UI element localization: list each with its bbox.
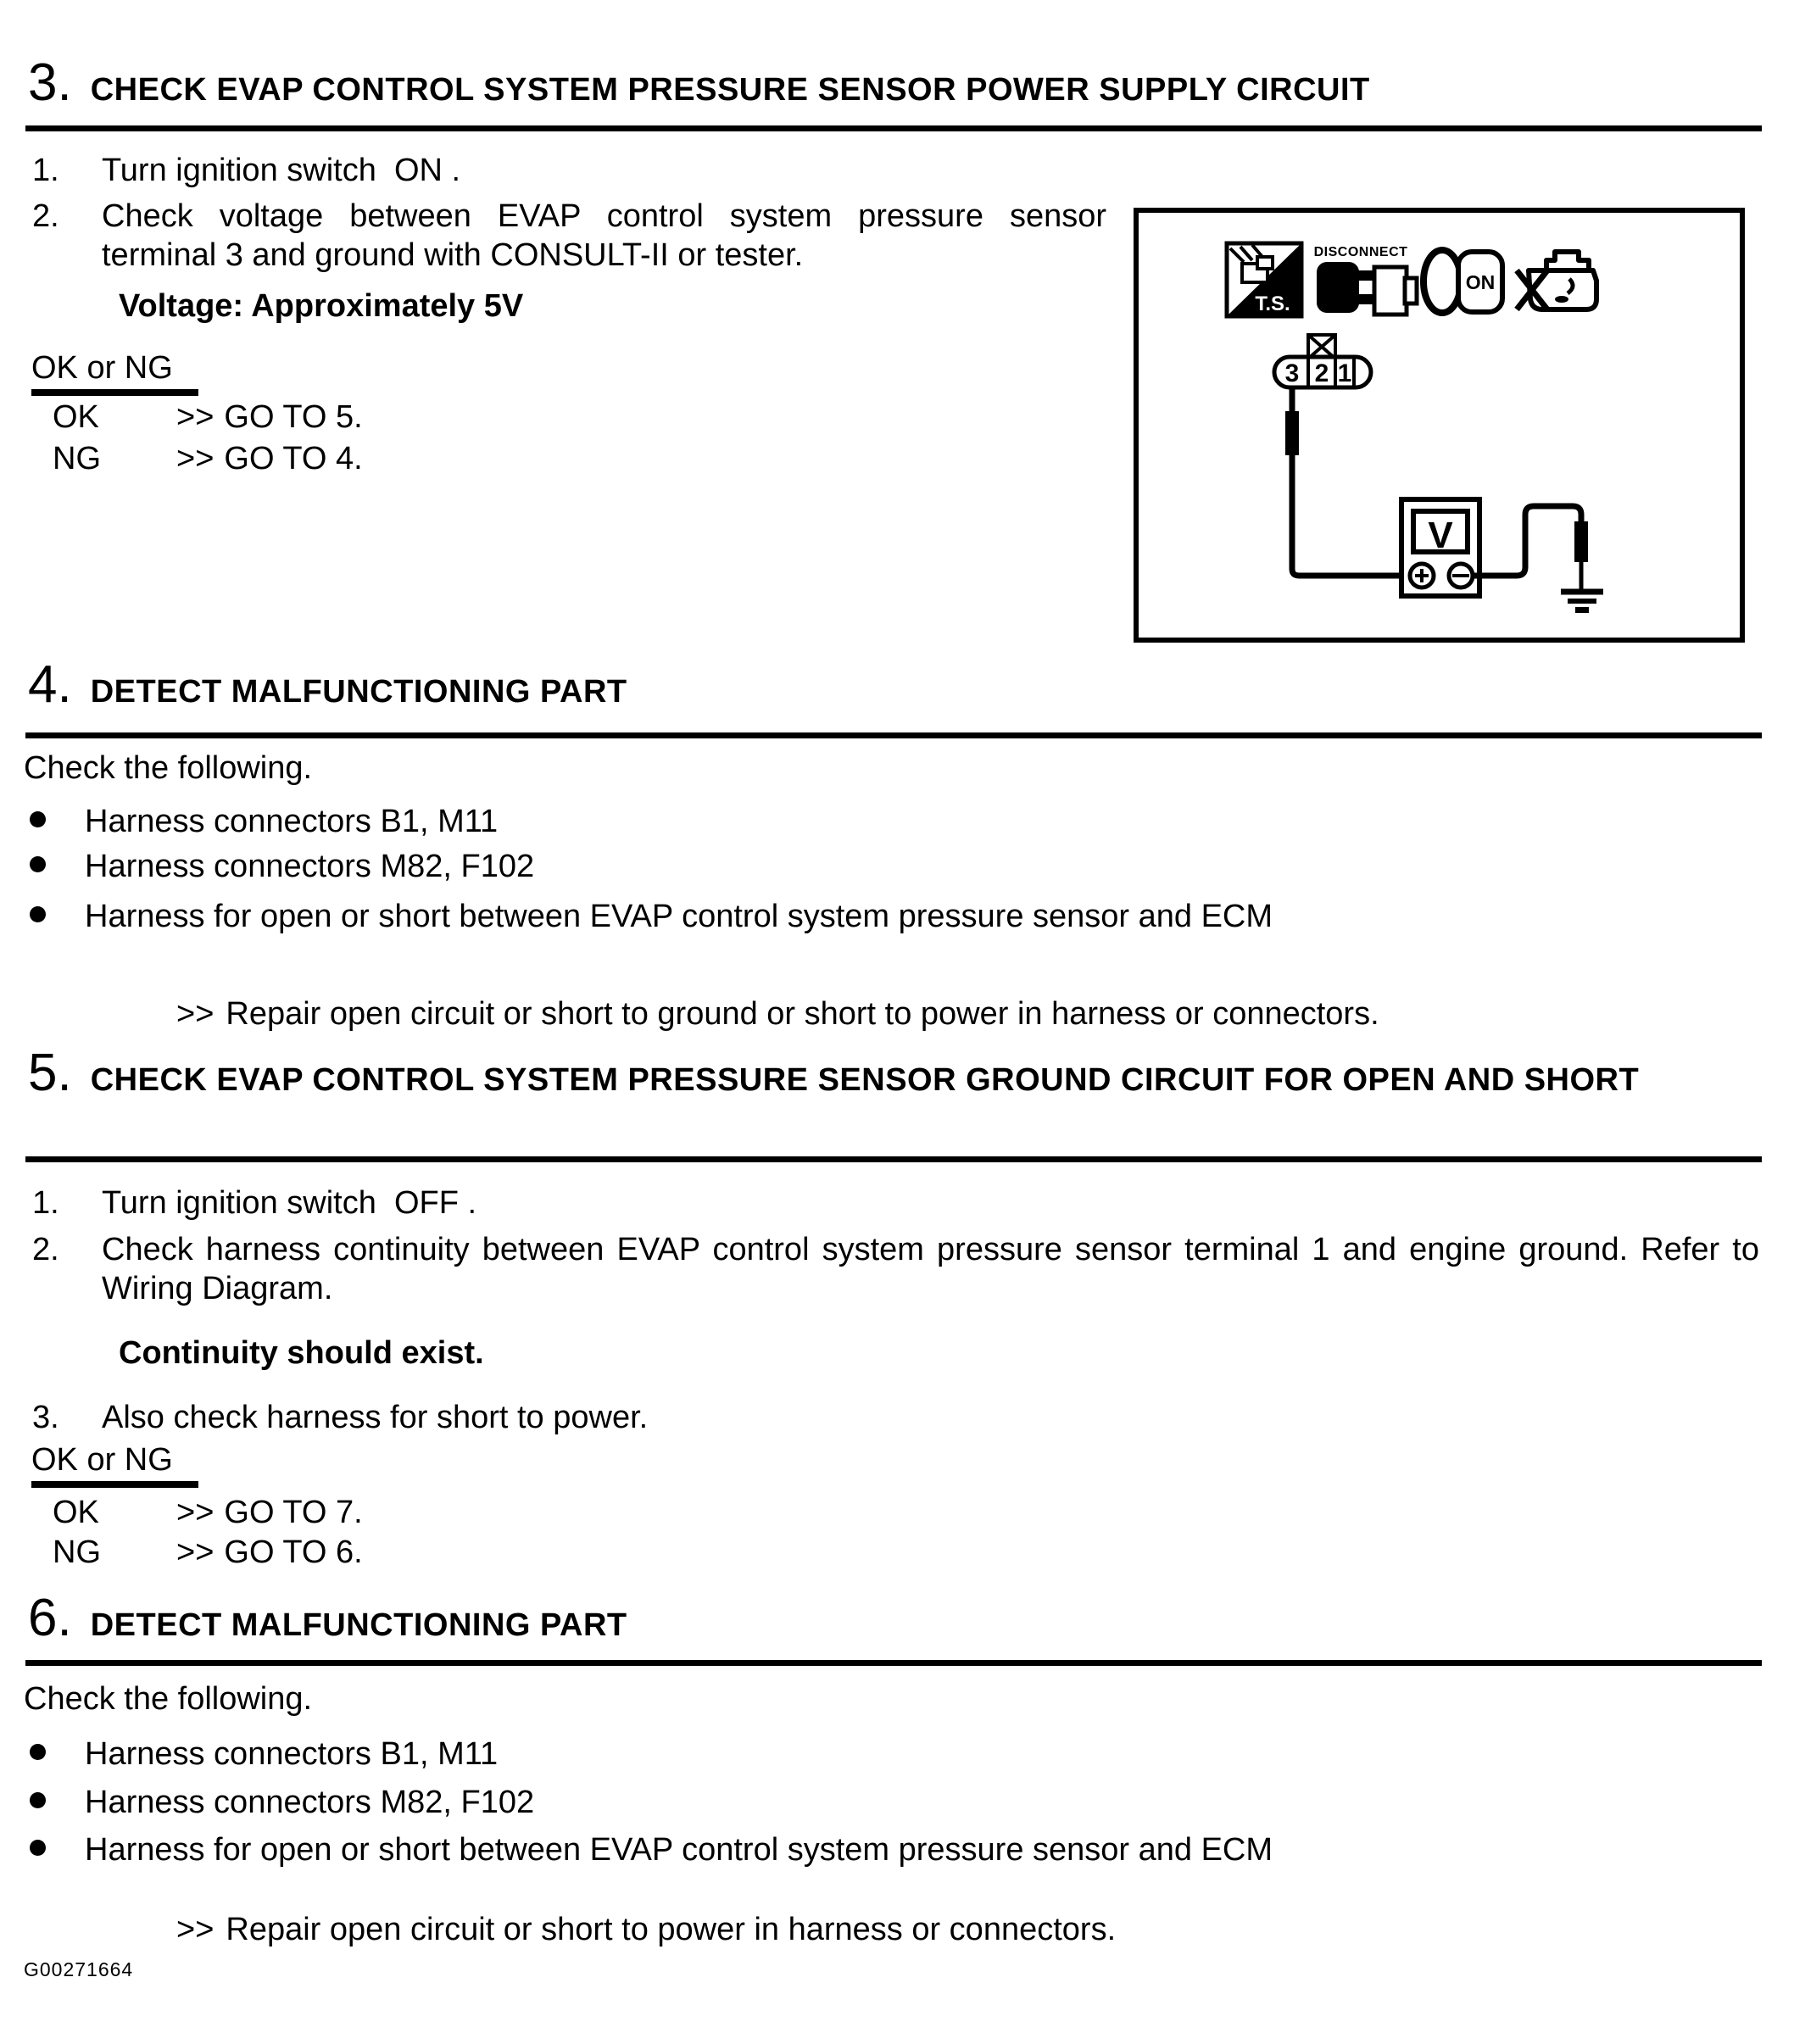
list-item bbox=[30, 897, 1273, 936]
bullet-icon bbox=[30, 906, 46, 922]
result-ng bbox=[53, 439, 363, 478]
heading-rule bbox=[25, 125, 1762, 131]
section-3-title: CHECK EVAP CONTROL SYSTEM PRESSURE SENSOR POWER SUPPLY CIRCUIT bbox=[90, 72, 1370, 108]
ts-label: T.S. bbox=[1255, 292, 1290, 315]
result-label: OK bbox=[53, 399, 99, 435]
result-action: GO TO 6. bbox=[224, 1534, 363, 1570]
decision-label bbox=[31, 348, 198, 396]
step-item bbox=[32, 1230, 1759, 1308]
pin-1-label: 1 bbox=[1337, 359, 1352, 387]
heading-rule bbox=[25, 1660, 1762, 1666]
section-3-number: 3. bbox=[28, 53, 72, 112]
step-text: Turn ignition switch ON . bbox=[102, 153, 461, 188]
repair-action bbox=[176, 1910, 1116, 1949]
step-text: Check voltage between EVAP control system pressure sensor terminal 3 and ground with CONSULT-II or tester. bbox=[102, 198, 1106, 273]
pin-3-label: 3 bbox=[1284, 359, 1300, 387]
step-number: 2. bbox=[32, 198, 59, 234]
heading-rule bbox=[25, 732, 1762, 738]
repair-action bbox=[176, 994, 1379, 1033]
result-arrow: >> bbox=[176, 1534, 214, 1570]
intro-text: Check the following. bbox=[24, 1681, 313, 1717]
ignition-on-label: ON bbox=[1465, 271, 1496, 293]
action-text: Repair open circuit or short to ground or short to power in harness or connectors. bbox=[226, 996, 1379, 1032]
decision-label-text: OK or NG bbox=[31, 348, 198, 396]
step-item bbox=[32, 151, 460, 190]
result-action: GO TO 7. bbox=[224, 1495, 363, 1530]
result-arrow: >> bbox=[176, 399, 214, 435]
section-3-heading bbox=[28, 51, 1724, 122]
spec-voltage: Voltage: Approximately 5V bbox=[119, 288, 524, 324]
result-ng bbox=[53, 1533, 363, 1572]
section-4-number: 4. bbox=[28, 655, 72, 714]
disconnect-label: DISCONNECT bbox=[1313, 245, 1408, 259]
figure-id: G00271664 bbox=[24, 1958, 134, 1980]
section-6-title: DETECT MALFUNCTIONING PART bbox=[90, 1607, 627, 1643]
pin-2-label: 2 bbox=[1314, 359, 1329, 387]
spec-continuity: Continuity should exist. bbox=[119, 1335, 484, 1371]
bullet-text: Harness for open or short between EVAP control system pressure sensor and ECM bbox=[85, 1832, 1273, 1868]
bullet-text: Harness for open or short between EVAP control system pressure sensor and ECM bbox=[85, 899, 1273, 934]
step-number: 1. bbox=[32, 1185, 59, 1221]
list-item bbox=[30, 847, 534, 886]
section-5-title: CHECK EVAP CONTROL SYSTEM PRESSURE SENSOR GROUND CIRCUIT FOR OPEN AND SHORT bbox=[90, 1062, 1640, 1098]
disconnect-icon bbox=[1314, 245, 1417, 315]
result-arrow: >> bbox=[176, 441, 214, 476]
action-text: Repair open circuit or short to power in harness or connectors. bbox=[226, 1912, 1117, 1947]
section-5-number: 5. bbox=[28, 1044, 72, 1102]
section-6-number: 6. bbox=[28, 1589, 72, 1647]
bullet-icon bbox=[30, 856, 46, 872]
intro-text: Check the following. bbox=[24, 750, 313, 786]
test-procedure-figure bbox=[1134, 208, 1745, 643]
decision-label-text: OK or NG bbox=[31, 1440, 198, 1488]
bullet-text: Harness connectors B1, M11 bbox=[85, 804, 499, 839]
action-arrow: >> bbox=[176, 1912, 214, 1947]
bullet-icon bbox=[30, 1840, 46, 1856]
result-arrow: >> bbox=[176, 1495, 214, 1530]
list-item bbox=[30, 1783, 534, 1822]
decision-label bbox=[31, 1440, 198, 1488]
bullet-icon bbox=[30, 1792, 46, 1808]
voltmeter-label: V bbox=[1428, 515, 1453, 556]
list-item bbox=[30, 802, 498, 841]
probe-tip-icon bbox=[1285, 411, 1299, 455]
figure-svg bbox=[1134, 208, 1745, 643]
step-number: 3. bbox=[32, 1400, 59, 1435]
step-item bbox=[32, 1184, 476, 1223]
action-arrow: >> bbox=[176, 996, 214, 1032]
bullet-icon bbox=[30, 811, 46, 827]
section-6-heading bbox=[28, 1586, 1724, 1657]
section-5-heading bbox=[28, 1044, 1719, 1106]
result-ok bbox=[53, 398, 363, 437]
result-action: GO TO 4. bbox=[224, 441, 363, 476]
step-number: 1. bbox=[32, 153, 59, 188]
heading-rule bbox=[25, 1156, 1762, 1162]
ts-inspection-icon bbox=[1227, 243, 1301, 316]
step-text: Check harness continuity between EVAP control system pressure sensor terminal 1 and engine ground. Refer to Wiring Diagram. bbox=[102, 1232, 1759, 1306]
result-label: NG bbox=[53, 441, 101, 476]
result-label: OK bbox=[53, 1495, 99, 1530]
bullet-icon bbox=[30, 1744, 46, 1760]
step-item bbox=[32, 197, 1106, 275]
result-ok bbox=[53, 1493, 363, 1532]
bullet-text: Harness connectors M82, F102 bbox=[85, 1785, 535, 1820]
step-text: Turn ignition switch OFF . bbox=[102, 1185, 477, 1221]
step-text: Also check harness for short to power. bbox=[102, 1400, 649, 1435]
probe-tip-icon bbox=[1574, 521, 1588, 562]
section-4-heading bbox=[28, 653, 1724, 724]
step-number: 2. bbox=[32, 1232, 59, 1267]
bullet-text: Harness connectors M82, F102 bbox=[85, 849, 535, 884]
result-label: NG bbox=[53, 1534, 101, 1570]
step-item bbox=[32, 1398, 648, 1437]
result-action: GO TO 5. bbox=[224, 399, 363, 435]
list-item bbox=[30, 1830, 1273, 1869]
voltmeter-icon bbox=[1401, 499, 1479, 596]
list-item bbox=[30, 1735, 498, 1774]
section-4-title: DETECT MALFUNCTIONING PART bbox=[90, 674, 627, 710]
bullet-text: Harness connectors B1, M11 bbox=[85, 1736, 499, 1772]
